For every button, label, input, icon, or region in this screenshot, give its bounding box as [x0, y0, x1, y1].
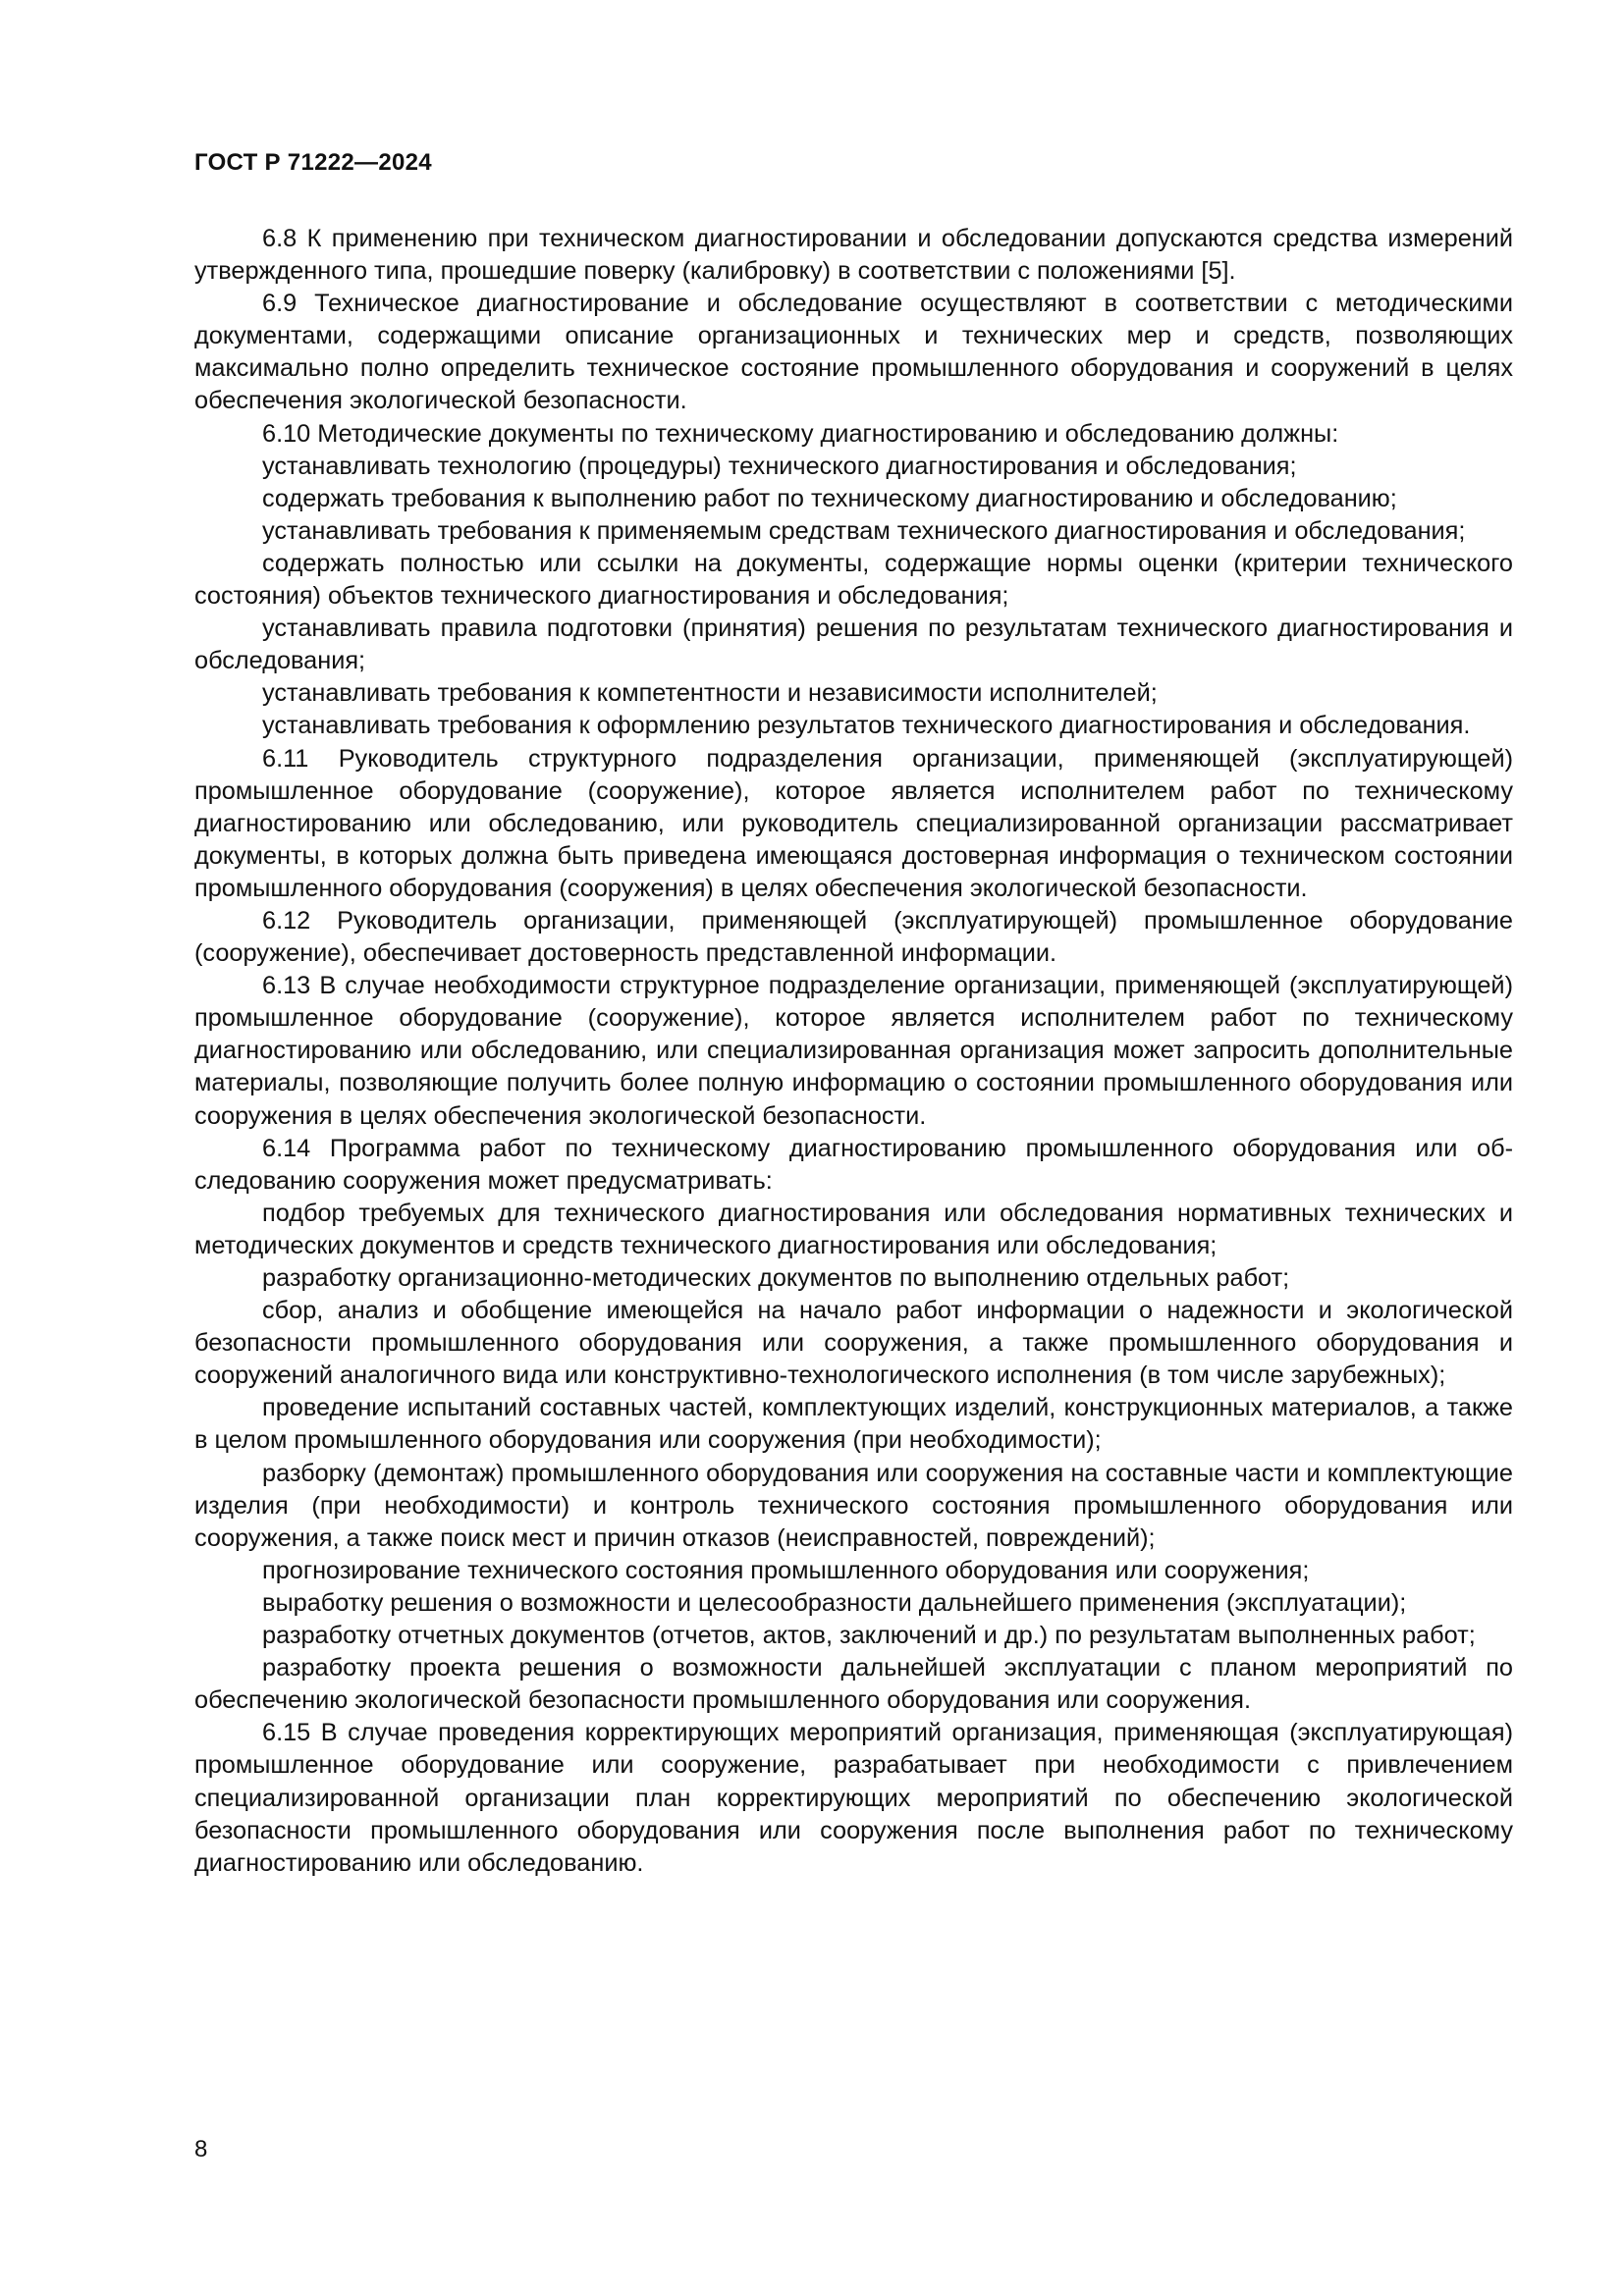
- list-item: содержать полностью или ссылки на документы, содержащие нормы оценки (критерии технического состояния) объектов технического диагностирования и обследования;: [194, 549, 1513, 611]
- list-item: разработку организационно-методических документов по выполнению отдельных работ;: [262, 1264, 1290, 1292]
- list-item: разработку проекта решения о возможности дальнейшей эксплуатации с планом мероприятий по обеспечению экологической безопасности промышленного оборудования или сооружения.: [194, 1654, 1513, 1715]
- list-item: устанавливать требования к оформлению результатов технического диагностирования и обследования.: [262, 712, 1471, 740]
- list-item: разборку (демонтаж) промышленного оборудования или сооружения на составные части и комплектующие изделия (при необходимости) и контроль технического состояния промышленного оборудования или сооружения, а также поиск мест и причин отказов (неисправностей, повреждений);: [194, 1459, 1513, 1552]
- paragraph-6-10: 6.10 Методические документы по техническому диагностированию и обследованию должны:: [262, 419, 1339, 448]
- list-item: прогнозирование технического состояния промышленного оборудования или сооружения;: [262, 1556, 1310, 1584]
- paragraph-6-8: 6.8 К применению при техническом диагностировании и обследовании допускаются средства измерений утвержденного типа, прошедшие поверку (калибровку) в соответствии с положениями [5].: [194, 225, 1513, 286]
- list-item: содержать требования к выполнению работ по техническому диагностированию и обследованию;: [262, 484, 1397, 512]
- paragraph-6-12: 6.12 Руководитель организации, применяющей (эксплуатирующей) промышленное оборудование (сооружение), обеспечивает достоверность представленной информации.: [194, 906, 1513, 968]
- paragraph-6-15: 6.15 В случае проведения корректирующих мероприятий организация, применяющая (эксплуатирующая) промышленное оборудование или сооружение, разрабатывает при необходимости с привлечением специализированной организации план корректирующих мероприятий по обеспечению экологической безопасности промышленного оборудования или сооружения после выполнения работ по техническому диагностированию или обследованию.: [194, 1719, 1513, 1877]
- paragraph-6-13: 6.13 В случае необходимости структурное подразделение организации, применяющей (эксплуатирующей) промышленное оборудование (сооружение), которое является исполнителем работ по техническому диагностированию или обследованию, или специализированная организация может запросить дополнительные материалы, позволяющие получить более полную информацию о состоянии промышленного оборудования или сооружения в целях обеспечения экологической безопасности.: [194, 972, 1513, 1130]
- list-item: проведение испытаний составных частей, комплектующих изделий, конструкционных материалов, а также в целом промышленного оборудования или сооружения (при необходимости);: [194, 1394, 1513, 1455]
- page-number: 8: [194, 2136, 208, 2163]
- paragraph-6-14: 6.14 Программа работ по техническому диагностированию промышленного оборудования или обследованию сооружения может предусматривать:: [194, 1134, 1513, 1195]
- document-header: ГОСТ Р 71222—2024: [194, 149, 432, 176]
- document-body: [194, 223, 1513, 1880]
- list-item: разработку отчетных документов (отчетов, актов, заключений и др.) по результатам выполненных работ;: [262, 1622, 1476, 1650]
- paragraph-6-11: 6.11 Руководитель структурного подразделения организации, применяющей (эксплуатирующей) промышленное оборудование (сооружение), которое является исполнителем работ по техническому диагностированию или обследованию, или руководитель специализированной организации рассматривает документы, в которых должна быть приведена имеющаяся достоверная информация о техническом состоянии промышленного оборудования (сооружения) в целях обеспечения экологической безопасности.: [194, 744, 1513, 902]
- list-item: устанавливать требования к компетентности и независимости исполнителей;: [262, 679, 1158, 708]
- list-item: устанавливать технологию (процедуры) технического диагностирования и обследования;: [262, 452, 1297, 480]
- paragraph-6-9: 6.9 Техническое диагностирование и обследование осуществляют в соответствии с методическими документами, содержащими описание организационных и технических мер и средств, позволяющих максимально полно определить техническое состояние промышленного оборудования и сооружений в целях обеспечения экологической безопасности.: [194, 290, 1513, 415]
- list-item: сбор, анализ и обобщение имеющейся на начало работ информации о надежности и экологической безопасности промышленного оборудования или сооружения, а также промышленного оборудования и сооружений аналогичного вида или конструктивно-технологического исполнения (в том числе зарубежных);: [194, 1297, 1513, 1390]
- list-item: устанавливать правила подготовки (принятия) решения по результатам технического диагностирования и обследования;: [194, 614, 1513, 675]
- list-item: выработку решения о возможности и целесообразности дальнейшего применения (эксплуатации);: [262, 1588, 1407, 1617]
- list-item: устанавливать требования к применяемым средствам технического диагностирования и обследования;: [262, 516, 1466, 545]
- list-item: подбор требуемых для технического диагностирования или обследования нормативных технических и методических документов и средств технического диагностирования или обследования;: [194, 1199, 1513, 1259]
